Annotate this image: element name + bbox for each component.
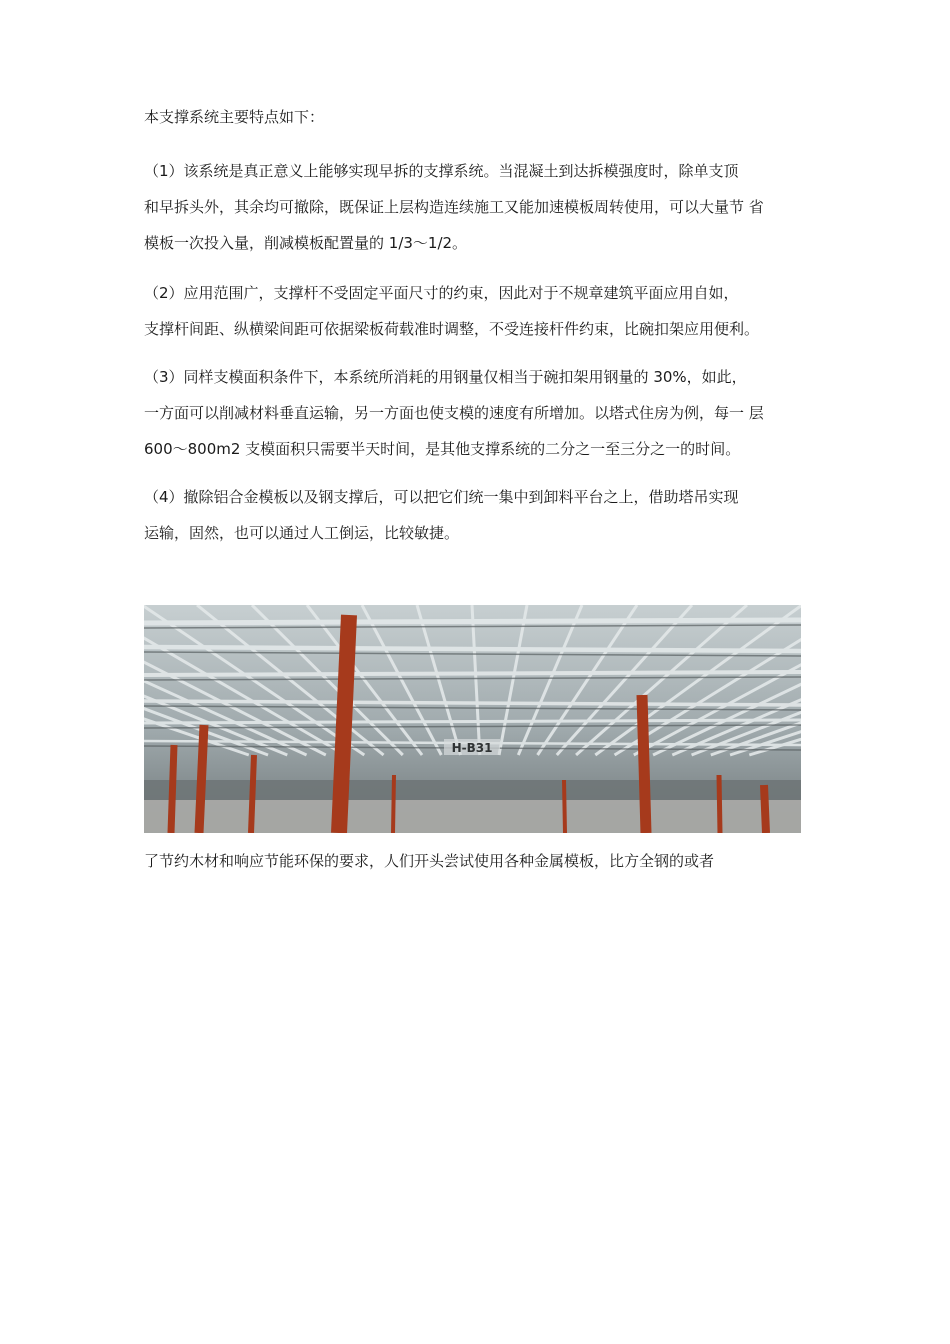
feature-paragraph-1	[144, 160, 824, 268]
paragraph-line: （2）应用范围广，支撑杆不受固定平面尺寸的约束，因此对于不规章建筑平面应用自如，	[144, 284, 739, 302]
steel-prop	[393, 775, 394, 833]
paragraph-line: 支撑杆间距、纵横梁间距可依据梁板荷载准时调整，不受连接杆件约束，比碗扣架应用便利。	[144, 320, 760, 338]
steel-prop	[719, 775, 720, 833]
paragraph-line: 600～800m2 支模面积只需要半天时间，是其他支撑系统的二分之一至三分之一的时间。	[144, 440, 741, 458]
beam-label-tag	[444, 739, 500, 755]
paragraph-line: （4）撤除铝合金模板以及钢支撑后，可以把它们统一集中到卸料平台之上，借助塔吊实现	[144, 488, 739, 506]
paragraph-line: （1）该系统是真正意义上能够实现早拆的支撑系统。当混凝土到达拆模强度时，除单支顶	[144, 162, 739, 180]
steel-prop	[251, 755, 254, 833]
steel-prop	[199, 725, 204, 833]
formwork-photo	[144, 605, 801, 833]
floor-light	[144, 800, 801, 833]
paragraph-line: 一方面可以削减材料垂直运输，另一方面也使支模的速度有所增加。以塔式住房为例，每一 层	[144, 404, 764, 422]
feature-paragraph-2	[144, 282, 824, 354]
steel-prop	[171, 745, 174, 833]
feature-paragraph-3	[144, 366, 824, 474]
paragraph-line: 和早拆头外，其余均可撤除，既保证上层构造连续施工又能加速模板周转使用，可以大量节 省	[144, 198, 764, 216]
cross-beam	[144, 620, 801, 623]
paragraph-line: 模板一次投入量，削减模板配置量的 1/3～1/2。	[144, 234, 468, 252]
steel-prop	[642, 695, 646, 833]
paragraph-line: （3）同样支模面积条件下，本系统所消耗的用钢量仅相当于碗扣架用钢量的 30%，如此，	[144, 368, 747, 386]
paragraph-line: 运输，固然，也可以通过人工倒运，比较敏捷。	[144, 524, 460, 542]
feature-paragraph-4	[144, 486, 824, 558]
intro-heading: 本支撑系统主要特点如下：	[144, 108, 325, 126]
steel-prop	[339, 615, 349, 833]
caption-line: 了节约木材和响应节能环保的要求，人们开头尝试使用各种金属模板，比方全钢的或者	[144, 852, 715, 870]
beam-label-text: H-B31	[451, 741, 493, 755]
steel-prop	[564, 780, 565, 833]
steel-prop	[764, 785, 766, 833]
formwork-illustration	[144, 605, 801, 833]
